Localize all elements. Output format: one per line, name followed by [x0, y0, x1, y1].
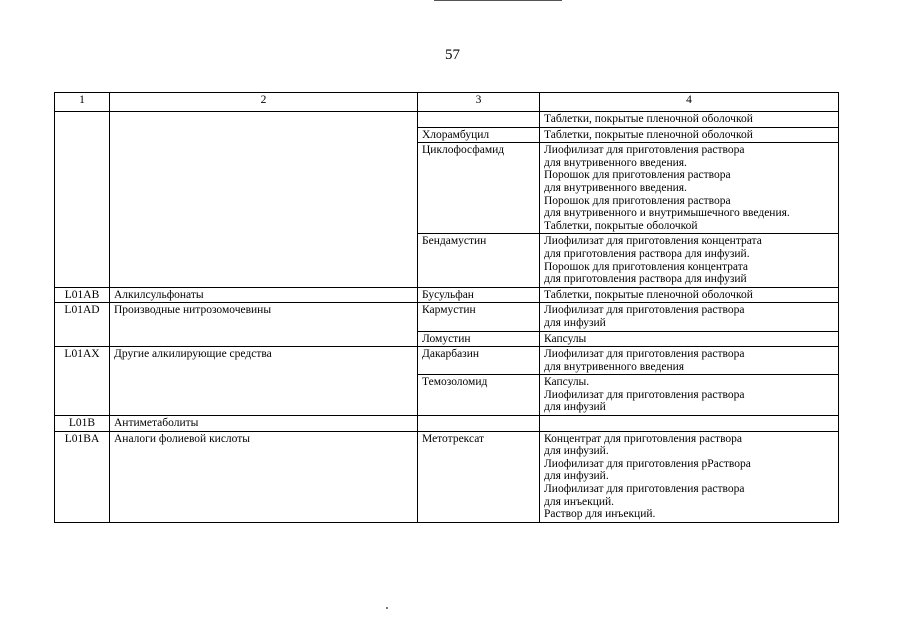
form-line: для приготовления раствора для инфузий [544, 273, 747, 286]
top-rule [434, 0, 562, 1]
form-line: для приготовления раствора для инфузий. [544, 247, 750, 260]
form-line: Лиофилизат для приготовления раствора [544, 483, 745, 496]
drug-cell [418, 416, 540, 432]
form-cell [540, 347, 839, 375]
form-line: для внутривенного введения. [544, 156, 687, 169]
form-cell [540, 303, 839, 331]
group-cell: Антиметаболиты [110, 416, 418, 432]
drug-cell: Темозоломид [418, 375, 540, 416]
form-line: для внутривенного введения [544, 360, 685, 373]
form-line: Таблетки, покрытые пленочной оболочкой [544, 128, 753, 141]
form-line: Порошок для приготовления раствора [544, 194, 731, 207]
form-cell [540, 416, 839, 432]
form-line: для инфузий. [544, 445, 609, 458]
form-cell [540, 375, 839, 416]
form-line: для инфузий [544, 316, 606, 329]
drug-table [54, 92, 839, 523]
form-line: Лиофилизат для приготовления рРаствора [544, 457, 751, 470]
atc-code-cell: L01AD [55, 303, 110, 347]
form-line: Порошок для приготовления концентрата [544, 260, 748, 273]
header-col-4: 4 [540, 93, 839, 112]
header-row [55, 93, 839, 112]
form-line: для инъекций. [544, 495, 615, 508]
group-cell: Производные нитрозомочевины [110, 303, 418, 347]
form-line: Лиофилизат для приготовления концентрата [544, 235, 762, 248]
table-row [55, 303, 839, 331]
drug-cell: Бендамустин [418, 234, 540, 287]
drug-cell: Циклофосфамид [418, 143, 540, 234]
table-row [55, 416, 839, 432]
form-line: Капсулы. [544, 376, 590, 389]
form-line: для внутривенного и внутримышечного введения. [544, 207, 790, 220]
form-cell [540, 287, 839, 303]
page-number: 57 [445, 47, 460, 63]
scan-speck [386, 607, 388, 609]
form-line: Раствор для инъекций. [544, 508, 656, 521]
header-col-2: 2 [110, 93, 418, 112]
table-row [55, 431, 839, 522]
group-cell: Алкилсульфонаты [110, 287, 418, 303]
header-col-1: 1 [55, 93, 110, 112]
drug-cell [418, 112, 540, 128]
form-line: Лиофилизат для приготовления раствора [544, 388, 745, 401]
group-cell: Другие алкилирующие средства [110, 347, 418, 416]
atc-code-cell: L01AX [55, 347, 110, 416]
form-cell [540, 143, 839, 234]
form-line: Таблетки, покрытые пленочной оболочкой [544, 288, 753, 301]
form-cell [540, 331, 839, 347]
form-line: Концентрат для приготовления раствора [544, 432, 743, 445]
form-cell [540, 112, 839, 128]
form-line: Лиофилизат для приготовления раствора [544, 304, 745, 317]
group-cell [110, 112, 418, 288]
drug-cell: Бусульфан [418, 287, 540, 303]
form-line: для инфузий [544, 401, 606, 414]
group-cell: Аналоги фолиевой кислоты [110, 431, 418, 522]
drug-cell: Метотрексат [418, 431, 540, 522]
drug-cell: Ломустин [418, 331, 540, 347]
form-line: Таблетки, покрытые оболочкой [544, 219, 698, 232]
form-line: Лиофилизат для приготовления раствора [544, 348, 745, 361]
form-line: Порошок для приготовления раствора [544, 169, 731, 182]
drug-cell: Кармустин [418, 303, 540, 331]
form-line: Таблетки, покрытые пленочной оболочкой [544, 113, 753, 125]
form-cell [540, 234, 839, 287]
table-row [55, 347, 839, 375]
atc-code-cell: L01B [55, 416, 110, 432]
table-row [55, 112, 839, 128]
form-line: для инфузий. [544, 470, 609, 483]
drug-cell: Дакарбазин [418, 347, 540, 375]
form-line: для внутривенного введения. [544, 181, 687, 194]
form-line: Лиофилизат для приготовления раствора [544, 144, 745, 157]
drug-cell: Хлорамбуцил [418, 127, 540, 143]
form-cell [540, 431, 839, 522]
atc-code-cell: L01BA [55, 431, 110, 522]
atc-code-cell: L01AB [55, 287, 110, 303]
header-col-3: 3 [418, 93, 540, 112]
form-cell [540, 127, 839, 143]
atc-code-cell [55, 112, 110, 288]
table-row [55, 287, 839, 303]
form-line: Капсулы [544, 332, 587, 345]
